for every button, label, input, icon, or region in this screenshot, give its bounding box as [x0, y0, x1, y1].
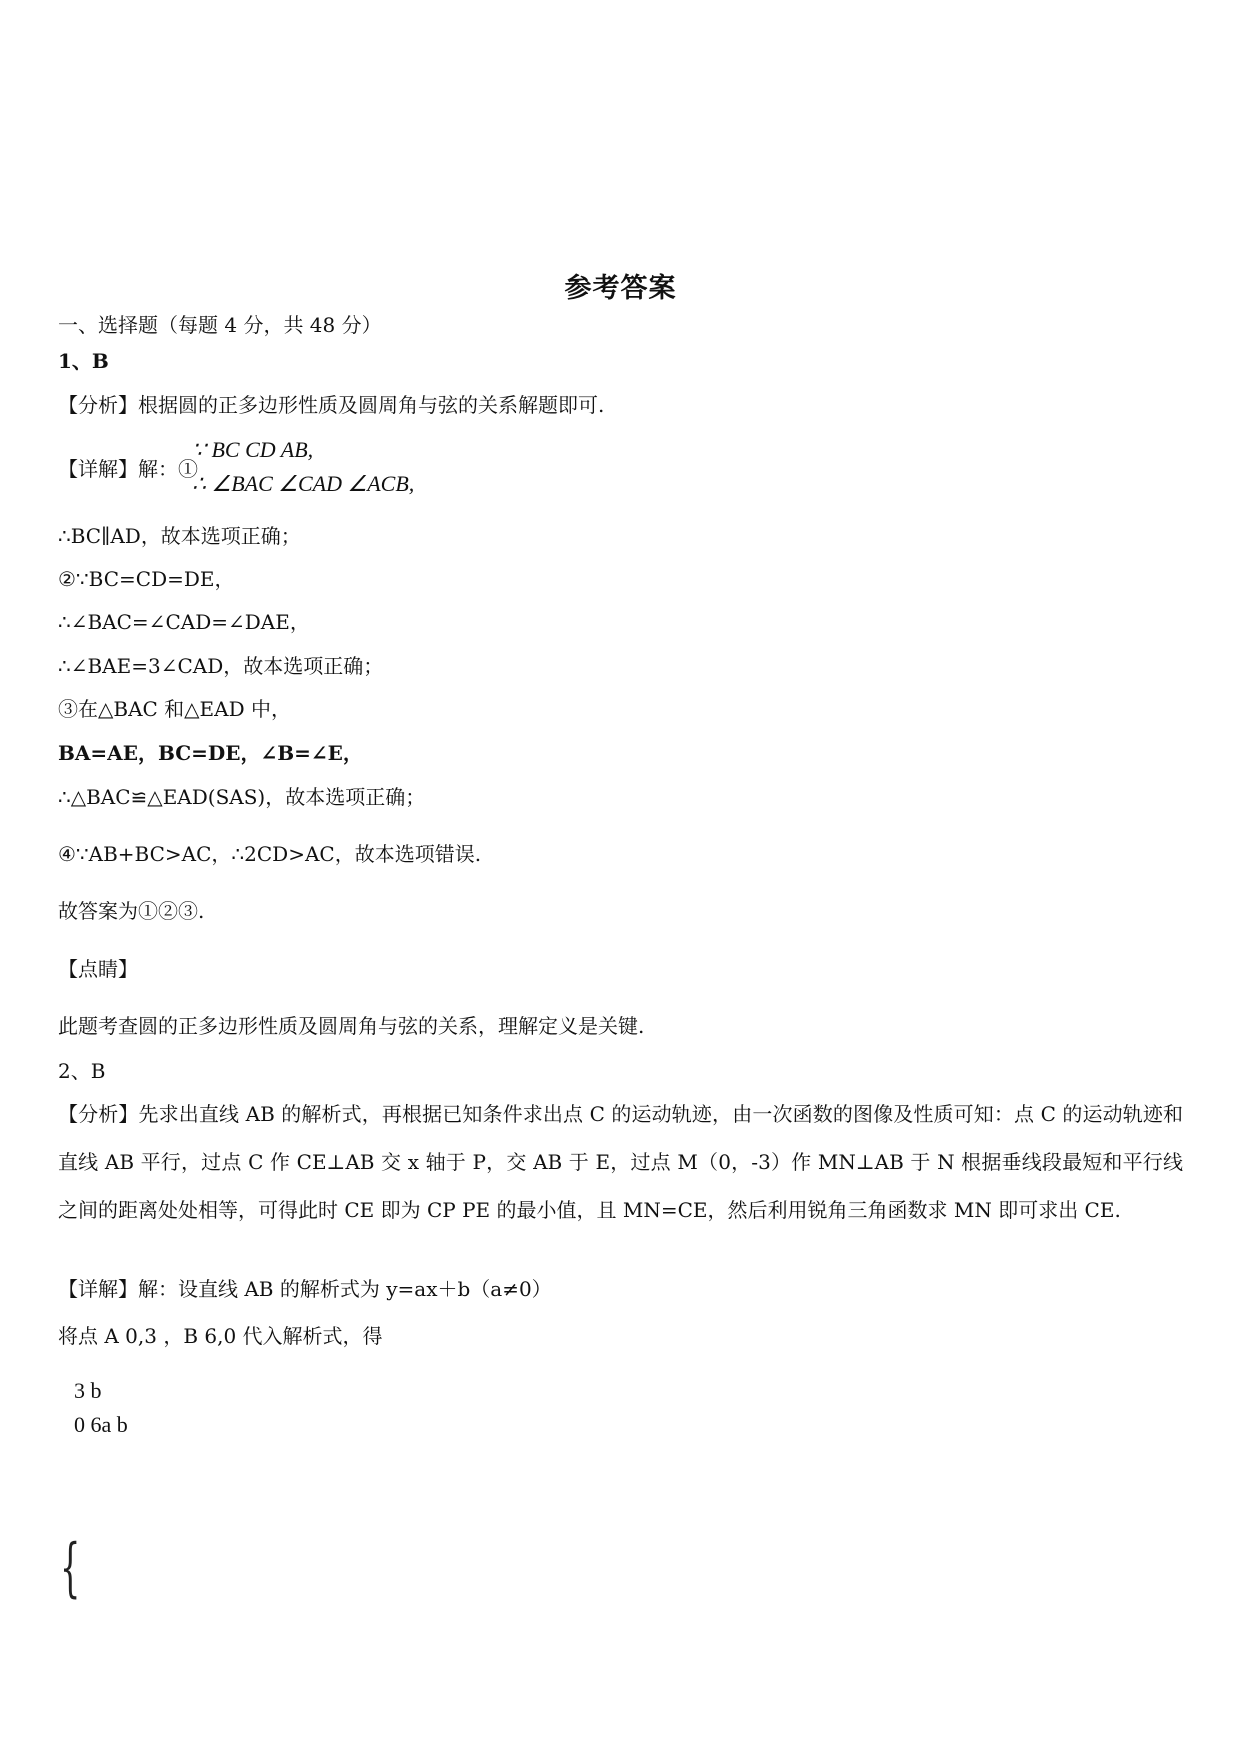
q2-number: 2、B	[58, 1059, 106, 1083]
q1-line10: ④∵AB+BC>AC，∴2CD>AC，故本选项错误.	[58, 842, 482, 866]
q1-detail-line1: ∵ BC CD AB,	[192, 437, 314, 462]
page-title: 参考答案	[564, 273, 677, 304]
q1-detail-prefix: 【详解】解：①	[58, 457, 198, 481]
q1-line8: BA=AE，BC=DE，∠B=∠E，	[58, 741, 363, 765]
section-heading: 一、选择题（每题 4 分，共 48 分）	[58, 313, 382, 337]
q1-comment: 此题考查圆的正多边形性质及圆周角与弦的关系，理解定义是关键.	[58, 1014, 645, 1038]
q1-analysis: 【分析】根据圆的正多边形性质及圆周角与弦的关系解题即可.	[58, 393, 605, 417]
q2-substitute: 将点 A 0,3 ，B 6,0 代入解析式，得	[58, 1324, 383, 1348]
q1-detail-line2: ∴ ∠BAC ∠CAD ∠ACB,	[192, 471, 415, 496]
q1-line3: ∴BC∥AD，故本选项正确；	[58, 524, 301, 548]
q1-line5: ∴∠BAC=∠CAD=∠DAE，	[58, 610, 310, 634]
q2-analysis: 【分析】先求出直线 AB 的解析式，再根据已知条件求出点 C 的运动轨迹，由一次函数的图像及性质可知：点 C 的运动轨迹和直线 AB 平行，过点 C 作 CE⊥AB 交 x 轴于 P，交 AB 于 E，过点 M（0，-3）作 MN⊥AB 于 N 根据垂线段最短和平行线之间的距离处处相等，可得此时 CE 即为 CP PE 的最小值，且 MN=CE，然后利用锐角三角函数求 MN 即可求出 CE.	[58, 1102, 1183, 1222]
q2-equation-1: 3 b	[74, 1378, 102, 1403]
q2-equation-2: 0 6a b	[74, 1412, 128, 1437]
q1-number: 1、B	[58, 349, 109, 373]
q1-line9: ∴△BAC≌△EAD(SAS)，故本选项正确；	[58, 785, 426, 809]
q1-line4: ②∵BC=CD=DE，	[58, 567, 235, 591]
equation-brace: {	[60, 1531, 81, 1605]
q1-line7: ③在△BAC 和△EAD 中，	[58, 697, 291, 721]
q1-conclusion: 故答案为①②③.	[58, 899, 205, 923]
q2-detail: 【详解】解：设直线 AB 的解析式为 y=ax＋b（a≠0）	[58, 1277, 552, 1301]
q1-line6: ∴∠BAE=3∠CAD，故本选项正确；	[58, 654, 384, 678]
q1-comment-label: 【点睛】	[58, 957, 138, 981]
